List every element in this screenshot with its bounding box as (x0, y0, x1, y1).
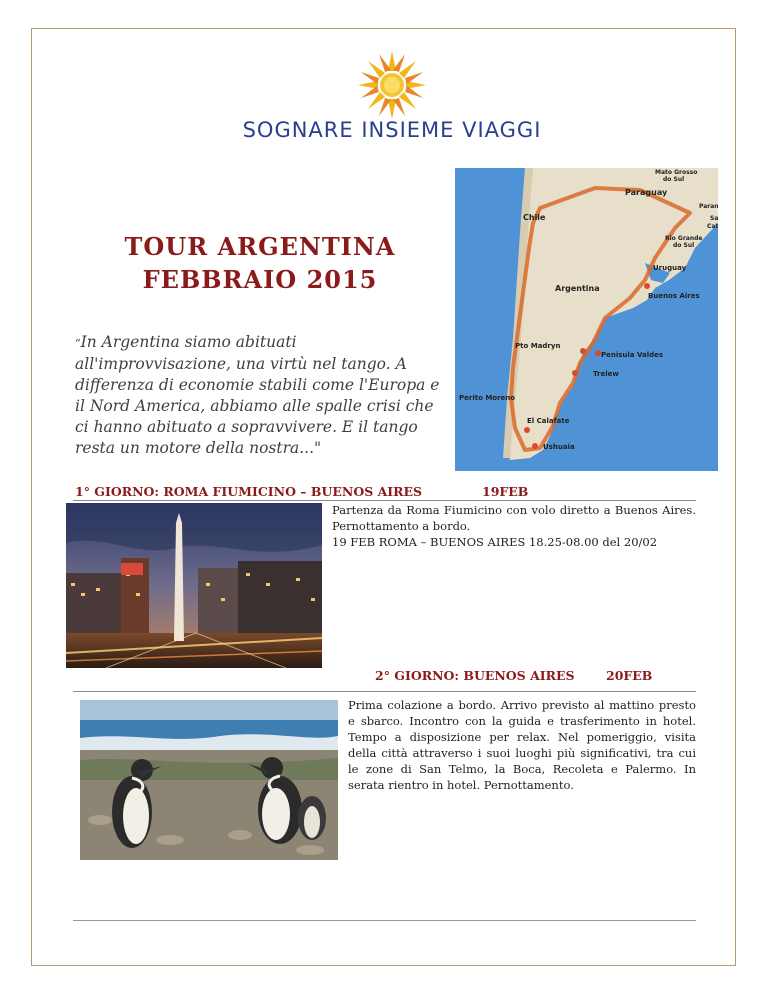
title-line-1: TOUR ARGENTINA (124, 232, 396, 261)
brand-logo (227, 50, 557, 150)
quote-open-mark: “ (75, 337, 81, 350)
svg-text:do Sul: do Sul (673, 242, 695, 249)
map-label-rio-grande: Rio Grande (665, 235, 703, 242)
day-1-date: 19FEB (482, 484, 529, 499)
day-1-divider (73, 500, 696, 501)
map-label-ushuaia: Ushuaia (543, 443, 575, 451)
day-2-heading: 2° GIORNO: BUENOS AIRES (375, 668, 575, 683)
quote-text: In Argentina siamo abituati all'improvvisazione, una virtù nel tango. A differenza di economie stabili come l'Europa e il Nord America, abbiamo alle spalle crisi che ci hanno abituato a sopravvivere. E il tango resta un motore della nostra..." (75, 333, 440, 457)
title-line-2: FEBBRAIO 2015 (142, 265, 378, 294)
svg-text:Cat: Cat (707, 223, 718, 230)
map-label-el-calafate: El Calafate (527, 417, 570, 425)
penguins-photo (80, 700, 338, 860)
map-label-penisula-valdes: Penisula Valdes (601, 351, 664, 359)
brand-name: SOGNARE INSIEME VIAGGI (242, 118, 542, 142)
map-label-argentina: Argentina (555, 284, 600, 293)
intro-quote (75, 332, 445, 459)
document-title (100, 230, 420, 296)
day-2-date: 20FEB (606, 668, 653, 683)
svg-text:do Sul: do Sul (663, 176, 685, 183)
map-label-trelew: Trelew (593, 370, 619, 378)
map-label-chile: Chile (523, 213, 546, 222)
day-1-flight: 19 FEB ROMA – BUENOS AIRES 18.25-08.00 del 20/02 (332, 535, 658, 549)
map-label-santa-catarina: Sa (710, 215, 718, 222)
map-label-buenos-aires: Buenos Aires (648, 292, 700, 300)
day-2-description: Prima colazione a bordo. Arrivo previsto al mattino presto e sbarco. Incontro con la guida e trasferimento in hotel. Tempo a disposizione per relax. Nel pomeriggio, visita della città attraverso i suoi luoghi più significativi, tra cui le zone di San Telmo, la Boca, Recoleta e Palermo. In serata rientro in hotel. Pernottamento. (348, 698, 696, 792)
buenos-aires-obelisk-photo (66, 503, 322, 668)
map-label-uruguay: Uruguay (653, 264, 687, 272)
map-label-pto-madryn: Pto Madryn (515, 342, 561, 350)
map-label-perito-moreno: Perito Moreno (459, 394, 516, 402)
day-2-divider (73, 691, 696, 692)
day-1-description: Partenza da Roma Fiumicino con volo diretto a Buenos Aires. Pernottamento a bordo. (332, 503, 696, 533)
map-label-parana: Paran (699, 203, 718, 210)
map-label-mato-grosso: Mato Grosso (655, 169, 698, 176)
day-1-heading: 1° GIORNO: ROMA FIUMICINO – BUENOS AIRES (75, 484, 423, 499)
map-label-paraguay: Paraguay (625, 188, 668, 197)
sun-icon (357, 50, 427, 120)
footer-divider (73, 920, 696, 921)
route-map (455, 168, 718, 471)
